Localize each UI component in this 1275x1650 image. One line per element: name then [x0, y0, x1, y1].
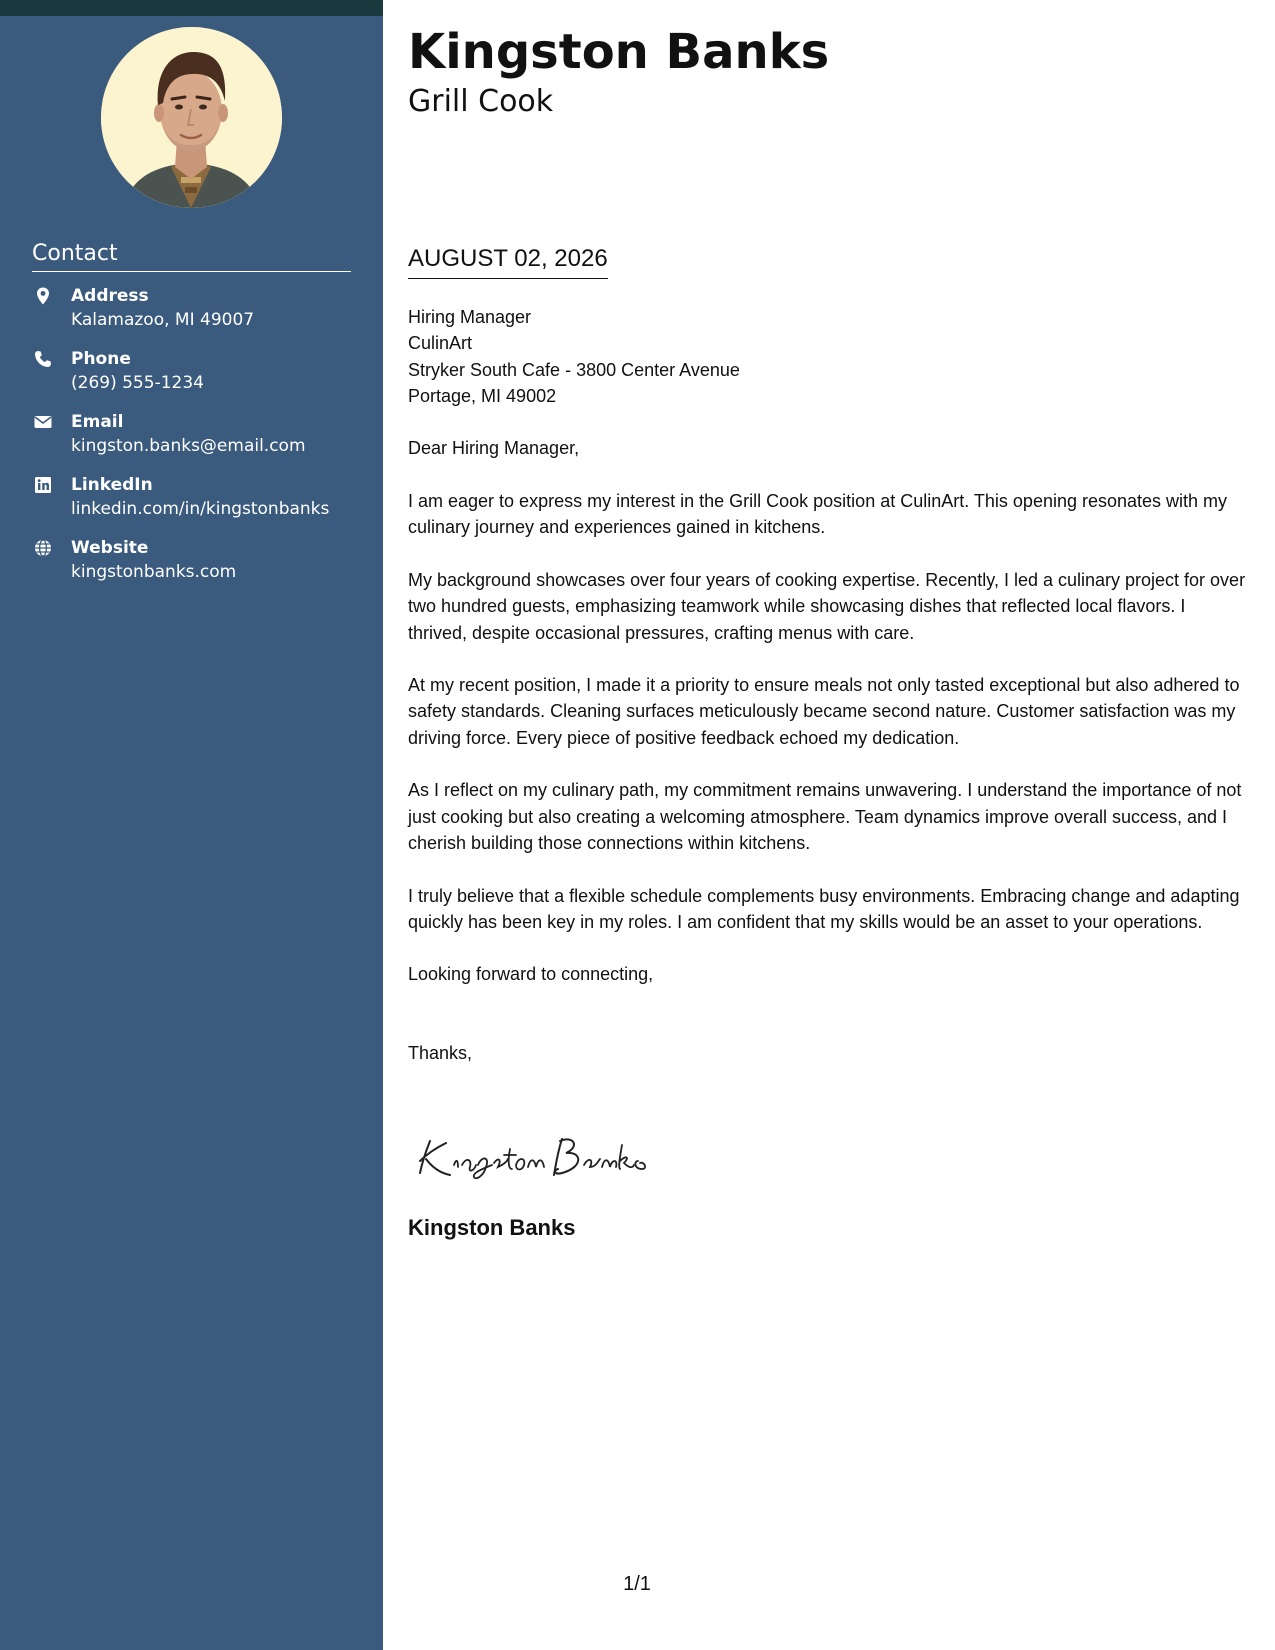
contact-item-website — [32, 536, 362, 599]
contact-item-email — [32, 410, 362, 473]
signer-name: Kingston Banks — [408, 1215, 576, 1240]
contact-item-phone — [32, 347, 362, 410]
recipient-line: Hiring Manager — [408, 307, 532, 327]
recipient-line: CulinArt — [408, 333, 473, 354]
contact-list — [32, 284, 362, 599]
contact-label: Email — [71, 412, 124, 432]
contact-label: LinkedIn — [71, 475, 153, 495]
portrait-image — [101, 27, 282, 208]
sidebar — [0, 0, 383, 1650]
recipient-line: Stryker South Cafe - 3800 Center Avenue — [408, 359, 740, 380]
phone-icon — [34, 350, 52, 368]
globe-icon — [34, 539, 52, 557]
signoff: Thanks, — [408, 1043, 473, 1064]
body-paragraph: My background showcases over four years of cooking expertise. Recently, I led a culinary project for over two hundred guests, emphasizing teamwork while showcasing dishes that reflected local flavors. I thrived, despite occasional pressures, crafting menus with care. — [408, 569, 1246, 643]
contact-value: kingstonbanks.com — [71, 562, 237, 582]
salutation: Dear Hiring Manager, — [408, 438, 580, 459]
recipient-block — [408, 304, 1248, 409]
contact-label: Website — [71, 538, 149, 558]
map-pin-icon — [34, 287, 52, 305]
job-title: Grill Cook — [408, 84, 554, 119]
contact-label: Address — [71, 286, 149, 306]
envelope-icon — [34, 413, 52, 431]
recipient-line: Portage, MI 49002 — [408, 385, 557, 406]
body-paragraph: As I reflect on my culinary path, my commitment remains unwavering. I understand the importance of not just cooking but also creating a welcoming atmosphere. Team dynamics improve overall success, and I cherish building those connections within kitchens. — [408, 780, 1242, 853]
letter-date: AUGUST 02, 2026 — [408, 244, 608, 279]
avatar — [101, 27, 282, 208]
contact-value: (269) 555-1234 — [71, 373, 204, 393]
body-paragraph: I am eager to express my interest in the Grill Cook position at CulinArt. This opening resonates with my culinary journey and experiences gained in kitchens. — [408, 491, 1228, 538]
applicant-name: Kingston Banks — [408, 24, 830, 80]
body-paragraph: I truly believe that a flexible schedule complements busy environments. Embracing change and adapting quickly has been key in my roles. I am confident that my skills would be an asset to your operations. — [408, 885, 1240, 932]
sidebar-top-bar — [0, 0, 383, 16]
contact-value: Kalamazoo, MI 49007 — [71, 310, 255, 330]
linkedin-icon — [34, 476, 52, 494]
handwritten-signature — [412, 1125, 672, 1185]
contact-value: linkedin.com/in/kingstonbanks — [71, 499, 330, 519]
body-paragraph: At my recent position, I made it a priority to ensure meals not only tasted exceptional but also adhered to safety standards. Cleaning surfaces meticulously became second nature. Customer satisfaction was my driving force. Every piece of positive feedback echoed my dedication. — [408, 675, 1240, 748]
page-number: 1/1 — [623, 1573, 651, 1595]
letter-body — [408, 304, 1248, 1093]
contact-heading: Contact — [32, 240, 351, 272]
contact-value: kingston.banks@email.com — [71, 436, 306, 456]
closing-line: Looking forward to connecting, — [408, 964, 654, 985]
contact-label: Phone — [71, 349, 131, 369]
contact-item-linkedin — [32, 473, 362, 536]
contact-item-address — [32, 284, 362, 347]
